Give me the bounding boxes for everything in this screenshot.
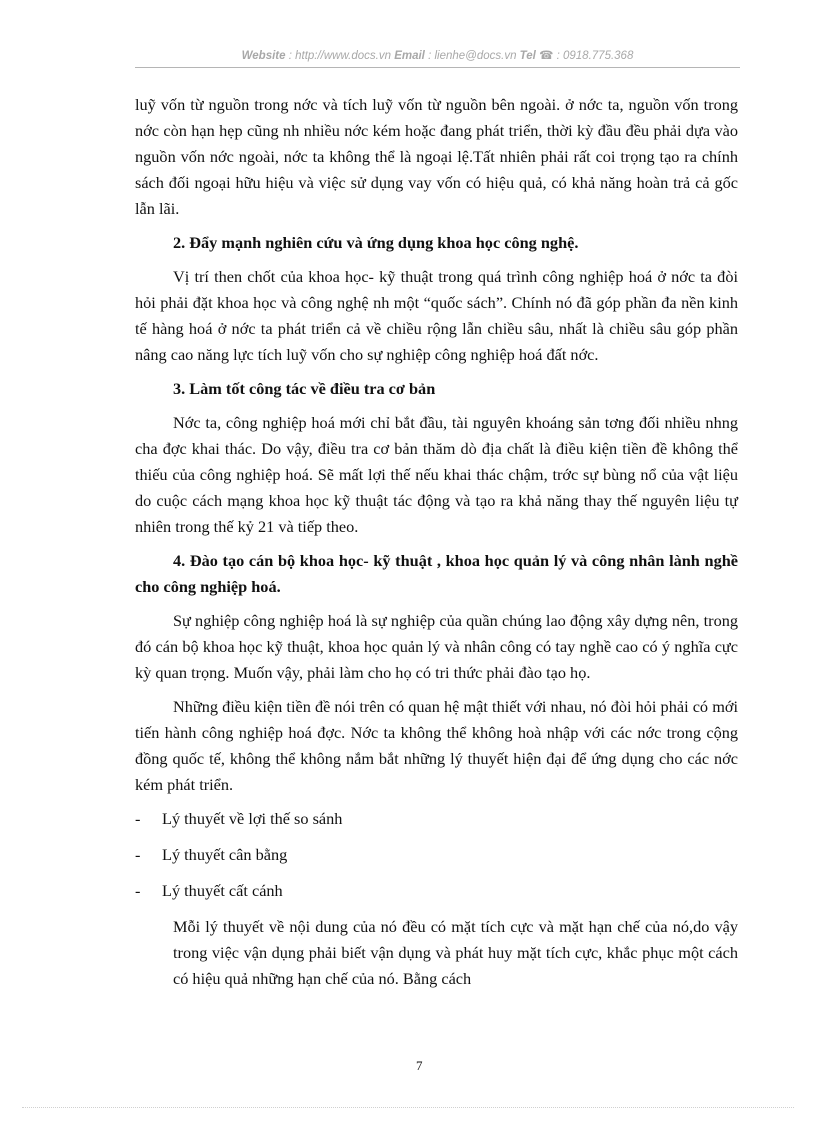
paragraph-basic-survey: Nớc ta, công nghiệp hoá mới chỉ bắt đầu, tài nguyên khoáng sản tơng đối nhiều nhng cha đợc khai thác. Do vậy, điều tra cơ bản thăm dò địa chất là điều kiện tiền đề không thể thiếu của công nghiệp hoá. Sẽ mất lợi thế nếu khai thác chậm, trớc sự bùng nổ của vật liệu do cuộc cách mạng khoa học kỹ thuật tác động và tạo ra khả năng thay thế nguyên liệu tự nhiên trong thế kỷ 21 và tiếp theo. bbox=[135, 413, 738, 536]
website-link[interactable]: http://www.docs.vn bbox=[295, 50, 391, 62]
document-body bbox=[135, 92, 738, 1000]
tel-separator: : bbox=[553, 50, 563, 62]
list-item-text: Lý thuyết cân bằng bbox=[162, 845, 288, 864]
website-separator: : bbox=[285, 50, 296, 62]
header-divider bbox=[135, 67, 740, 68]
section-heading-3: 3. Làm tốt công tác về điều tra cơ bản bbox=[173, 379, 436, 398]
bullet-dash: - bbox=[135, 845, 141, 864]
list-item-text: Lý thuyết về lợi thế so sánh bbox=[162, 809, 343, 828]
page-header bbox=[135, 48, 740, 66]
bullet-dash: - bbox=[135, 881, 141, 900]
email-label: Email bbox=[394, 50, 425, 62]
email-separator: : bbox=[424, 50, 435, 62]
email-link[interactable]: lienhe@docs.vn bbox=[434, 50, 517, 62]
phone-icon: ☎ bbox=[539, 50, 554, 62]
tel-label: Tel bbox=[519, 50, 536, 62]
section-heading-4: 4. Đào tạo cán bộ khoa học- kỹ thuật , khoa học quản lý và công nhân lành nghề cho công nghiệp hoá. bbox=[135, 551, 738, 596]
paragraph-theories: Mỗi lý thuyết về nội dung của nó đều có mặt tích cực và mặt hạn chế của nó,do vậy trong việc vận dụng phải biết vận dụng và phát huy mặt tích cực, khắc phục một cách có hiệu quả những hạn chế của nó. Bằng cách bbox=[173, 917, 738, 988]
list-item bbox=[135, 842, 738, 868]
list-item bbox=[135, 806, 738, 832]
list-item bbox=[135, 878, 738, 904]
paragraph-preconditions: Những điều kiện tiền đề nói trên có quan hệ mật thiết với nhau, nó đòi hỏi phải có mới tiến hành công nghiệp hoá đợc. Nớc ta không thể không hoà nhập với các nớc trong cộng đồng quốc tế, không thể không nắm bắt những lý thuyết hiện đại để ứng dụng cho các nớc kém phát triển. bbox=[135, 697, 738, 794]
page-bottom-border bbox=[22, 1107, 794, 1108]
tel-value: 0918.775.368 bbox=[563, 50, 634, 62]
section-heading-2: 2. Đẩy mạnh nghiên cứu và ứng dụng khoa học công nghệ. bbox=[173, 233, 579, 252]
paragraph-continuation: luỹ vốn từ nguồn trong nớc và tích luỹ vốn từ nguồn bên ngoài. ở nớc ta, nguồn vốn trong nớc còn hạn hẹp cũng nh nhiều nớc kém hoặc đang phát triển, thời kỳ đầu đều phải dựa vào nguồn vốn nớc ngoài, nớc ta không thể là ngoại lệ.Tất nhiên phải rất coi trọng tạo ra chính sách đối ngoại hữu hiệu và việc sử dụng vay vốn có hiệu quả, có khả năng hoàn trả cả gốc lẫn lãi. bbox=[135, 95, 738, 218]
paragraph-science-technology: Vị trí then chốt của khoa học- kỹ thuật trong quá trình công nghiệp hoá ở nớc ta đòi hỏi phải đặt khoa học và công nghệ nh một “quốc sách”. Chính nó đã góp phần đa nền kinh tế hàng hoá ở nớc ta phát triển cả về chiều rộng lẫn chiều sâu, nhất là chiều sâu góp phần nâng cao năng lực tích luỹ vốn cho sự nghiệp công nghiệp hoá đất nớc. bbox=[135, 267, 738, 364]
paragraph-training: Sự nghiệp công nghiệp hoá là sự nghiệp của quần chúng lao động xây dựng nên, trong đó cán bộ khoa học kỹ thuật, khoa học quản lý và nhân công có tay nghề cao có ý nghĩa cực kỳ quan trọng. Muốn vậy, phải làm cho họ có tri thức phải đào tạo họ. bbox=[135, 611, 738, 682]
list-item-text: Lý thuyết cất cánh bbox=[162, 881, 283, 900]
website-label: Website bbox=[241, 50, 286, 62]
page-number: 7 bbox=[416, 1058, 423, 1073]
bullet-dash: - bbox=[135, 809, 141, 828]
